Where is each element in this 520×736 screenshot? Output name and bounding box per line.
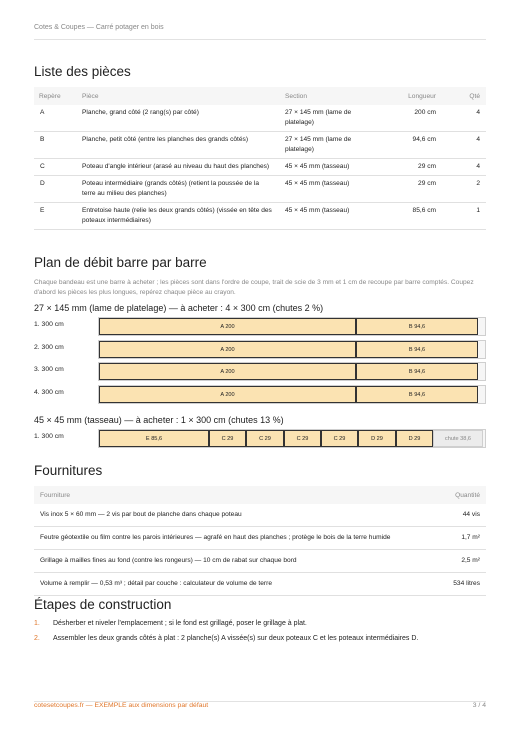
cell-quantite: 1,7 m² xyxy=(406,527,486,550)
piece-segment: B 94,6 xyxy=(356,363,478,380)
cell-quantite: 44 vis xyxy=(406,504,486,527)
step-item xyxy=(34,618,490,630)
cut-bar xyxy=(34,362,486,381)
cell-fourniture: Feutre géotextile ou film contre les parois intérieures — agrafé en haut des planches ; protège le bois de la terre humide xyxy=(34,527,406,550)
cell-qte: 4 xyxy=(442,159,486,176)
cell-section: 45 × 45 mm (tasseau) xyxy=(279,159,382,176)
debit-title: Plan de débit barre par barre xyxy=(34,255,207,270)
cell-piece: Planche, petit côté (entre les planches des grands côtés) xyxy=(76,132,279,159)
cell-longueur: 94,6 cm xyxy=(382,132,442,159)
table-row xyxy=(34,527,486,550)
cell-section: 45 × 45 mm (tasseau) xyxy=(279,203,382,230)
etapes-title: Étapes de construction xyxy=(34,597,172,612)
cell-qte: 1 xyxy=(442,203,486,230)
piece-segment: E 85,6 xyxy=(99,430,209,447)
cell-repere: E xyxy=(34,203,76,230)
step-text: Désherber et niveler l'emplacement ; si le fond est grillagé, poser le grillage à plat. xyxy=(53,620,307,627)
cell-quantite: 2,5 m² xyxy=(406,550,486,573)
pieces-table xyxy=(34,87,486,230)
cell-fourniture: Grillage à mailles fines au fond (contre les rongeurs) — 10 cm de rabat sur chaque bord xyxy=(34,550,406,573)
step-item xyxy=(34,633,490,645)
waste-segment: chute 38,6 xyxy=(433,430,483,447)
table-row xyxy=(34,132,486,159)
fournitures-title: Fournitures xyxy=(34,463,103,478)
piece-segment: A 200 xyxy=(99,363,356,380)
bar-label: 2. 300 cm xyxy=(34,344,64,351)
piece-segment: C 29 xyxy=(209,430,246,447)
cell-quantite: 534 litres xyxy=(406,573,486,596)
bar-label: 1. 300 cm xyxy=(34,433,64,440)
fournitures-table xyxy=(34,486,486,596)
col-repere: Repère xyxy=(34,87,76,105)
table-row xyxy=(34,504,486,527)
cell-qte: 4 xyxy=(442,105,486,132)
bar-track xyxy=(98,429,486,448)
cell-piece: Poteau d'angle intérieur (arasé au niveau du haut des planches) xyxy=(76,159,279,176)
bar-label: 3. 300 cm xyxy=(34,366,64,373)
bar-label: 4. 300 cm xyxy=(34,389,64,396)
col-piece: Pièce xyxy=(76,87,279,105)
table-row xyxy=(34,105,486,132)
group-heading-tasseau: 45 × 45 mm (tasseau) — à acheter : 1 × 300 cm (chutes 13 %) xyxy=(34,415,284,425)
table-row xyxy=(34,159,486,176)
piece-segment: A 200 xyxy=(99,341,356,358)
bar-track xyxy=(98,385,486,404)
cell-section: 45 × 45 mm (tasseau) xyxy=(279,176,382,203)
col-qte: Qté xyxy=(442,87,486,105)
table-row xyxy=(34,203,486,230)
cut-bar xyxy=(34,429,486,448)
piece-segment: B 94,6 xyxy=(356,318,478,335)
pieces-header-row xyxy=(34,87,486,105)
piece-segment: A 200 xyxy=(99,318,356,335)
piece-segment: B 94,6 xyxy=(356,386,478,403)
cell-piece: Planche, grand côté (2 rang(s) par côté) xyxy=(76,105,279,132)
piece-segment: C 29 xyxy=(284,430,321,447)
debit-description: Chaque bandeau est une barre à acheter ; les pièces sont dans l'ordre de coupe, trait de scie de 3 mm et 1 cm de recoupe par barre comptés. Coupez d'abord les pièces les plus longues, repérez chaque pièce au crayon. xyxy=(34,279,474,296)
cell-longueur: 29 cm xyxy=(382,176,442,203)
cut-bar xyxy=(34,385,486,404)
bar-label: 1. 300 cm xyxy=(34,321,64,328)
piece-segment: C 29 xyxy=(246,430,284,447)
cut-bar xyxy=(34,317,486,336)
page-footer xyxy=(34,701,486,709)
header-title: Cotes & Coupes — Carré potager en bois xyxy=(34,24,164,31)
cell-qte: 2 xyxy=(442,176,486,203)
bar-track xyxy=(98,362,486,381)
cell-fourniture: Volume à remplir — 0,53 m³ ; détail par couche : calculateur de volume de terre xyxy=(34,573,406,596)
table-row xyxy=(34,176,486,203)
cut-bar xyxy=(34,340,486,359)
cell-repere: D xyxy=(34,176,76,203)
piece-segment: D 29 xyxy=(396,430,433,447)
step-number: 1. xyxy=(34,620,40,627)
steps-list xyxy=(34,618,490,648)
cell-longueur: 85,6 cm xyxy=(382,203,442,230)
cell-section: 27 × 145 mm (lame de platelage) xyxy=(279,132,382,159)
cell-longueur: 29 cm xyxy=(382,159,442,176)
cell-repere: B xyxy=(34,132,76,159)
step-number: 2. xyxy=(34,635,40,642)
pieces-title: Liste des pièces xyxy=(34,64,131,79)
col-longueur: Longueur xyxy=(382,87,442,105)
group-heading-platelage: 27 × 145 mm (lame de platelage) — à acheter : 4 × 300 cm (chutes 2 %) xyxy=(34,303,324,313)
col-section: Section xyxy=(279,87,382,105)
cell-longueur: 200 cm xyxy=(382,105,442,132)
col-quantite: Quantité xyxy=(406,486,486,504)
page-number: 3 / 4 xyxy=(472,702,486,709)
col-fourniture: Fourniture xyxy=(34,486,406,504)
cell-fourniture: Vis inox 5 × 60 mm — 2 vis par bout de planche dans chaque poteau xyxy=(34,504,406,527)
cell-repere: C xyxy=(34,159,76,176)
cell-piece: Poteau intermédiaire (grands côtés) (retient la poussée de la terre au milieu des planches) xyxy=(76,176,279,203)
cell-repere: A xyxy=(34,105,76,132)
fournitures-header-row xyxy=(34,486,486,504)
cell-piece: Entretoise haute (relie les deux grands côtés) (vissée en tête des poteaux intermédiaires) xyxy=(76,203,279,230)
step-text: Assembler les deux grands côtés à plat : 2 planche(s) A vissée(s) sur deux poteaux C et les poteaux intermédiaires D. xyxy=(53,635,419,642)
page-header xyxy=(34,24,486,40)
piece-segment: C 29 xyxy=(321,430,358,447)
piece-segment: D 29 xyxy=(358,430,396,447)
piece-segment: A 200 xyxy=(99,386,356,403)
cell-section: 27 × 145 mm (lame de platelage) xyxy=(279,105,382,132)
table-row xyxy=(34,573,486,596)
bar-track xyxy=(98,317,486,336)
piece-segment: B 94,6 xyxy=(356,341,478,358)
footer-site-link[interactable]: cotesetcoupes.fr — EXEMPLE aux dimensions par défaut xyxy=(34,702,209,709)
table-row xyxy=(34,550,486,573)
bar-track xyxy=(98,340,486,359)
cell-qte: 4 xyxy=(442,132,486,159)
